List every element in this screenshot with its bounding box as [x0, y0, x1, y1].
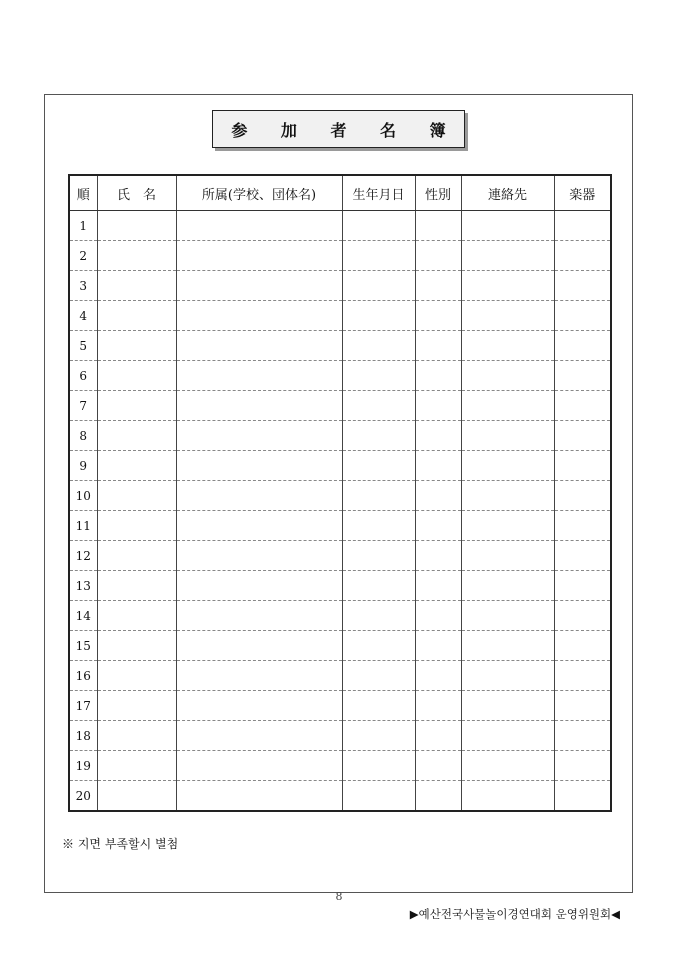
cell-birthdate[interactable]	[342, 661, 415, 691]
header-affiliation: 所属(学校、団体名)	[176, 175, 342, 211]
cell-birthdate[interactable]	[342, 241, 415, 271]
row-number: 18	[69, 721, 97, 751]
cell-contact[interactable]	[461, 301, 554, 331]
cell-name[interactable]	[97, 511, 176, 541]
cell-name[interactable]	[97, 781, 176, 812]
cell-instrument[interactable]	[554, 571, 611, 601]
cell-instrument[interactable]	[554, 511, 611, 541]
cell-name[interactable]	[97, 661, 176, 691]
cell-instrument[interactable]	[554, 391, 611, 421]
cell-affiliation[interactable]	[176, 331, 342, 361]
cell-birthdate[interactable]	[342, 211, 415, 241]
page-title: 参 加 者 名 簿	[231, 120, 460, 140]
table-row	[69, 211, 611, 241]
cell-instrument[interactable]	[554, 211, 611, 241]
row-number: 20	[69, 781, 97, 812]
cell-gender[interactable]	[415, 631, 461, 661]
cell-name[interactable]	[97, 601, 176, 631]
cell-affiliation[interactable]	[176, 751, 342, 781]
cell-instrument[interactable]	[554, 241, 611, 271]
cell-name[interactable]	[97, 331, 176, 361]
cell-contact[interactable]	[461, 211, 554, 241]
cell-birthdate[interactable]	[342, 571, 415, 601]
table-row	[69, 421, 611, 451]
cell-affiliation[interactable]	[176, 571, 342, 601]
table-row	[69, 511, 611, 541]
table-row	[69, 391, 611, 421]
table-row	[69, 301, 611, 331]
table-row	[69, 691, 611, 721]
cell-affiliation[interactable]	[176, 781, 342, 812]
cell-gender[interactable]	[415, 451, 461, 481]
cell-gender[interactable]	[415, 571, 461, 601]
cell-contact[interactable]	[461, 451, 554, 481]
cell-instrument[interactable]	[554, 451, 611, 481]
header-instrument: 楽器	[554, 175, 611, 211]
table-row	[69, 361, 611, 391]
row-number: 5	[69, 331, 97, 361]
cell-affiliation[interactable]	[176, 691, 342, 721]
cell-affiliation[interactable]	[176, 631, 342, 661]
row-number: 3	[69, 271, 97, 301]
cell-gender[interactable]	[415, 271, 461, 301]
row-number: 1	[69, 211, 97, 241]
cell-affiliation[interactable]	[176, 511, 342, 541]
cell-gender[interactable]	[415, 361, 461, 391]
cell-instrument[interactable]	[554, 721, 611, 751]
cell-gender[interactable]	[415, 301, 461, 331]
cell-instrument[interactable]	[554, 271, 611, 301]
row-number: 9	[69, 451, 97, 481]
cell-birthdate[interactable]	[342, 271, 415, 301]
cell-name[interactable]	[97, 361, 176, 391]
cell-instrument[interactable]	[554, 301, 611, 331]
cell-contact[interactable]	[461, 751, 554, 781]
row-number: 7	[69, 391, 97, 421]
cell-affiliation[interactable]	[176, 301, 342, 331]
cell-affiliation[interactable]	[176, 361, 342, 391]
cell-affiliation[interactable]	[176, 241, 342, 271]
table-row	[69, 751, 611, 781]
cell-instrument[interactable]	[554, 481, 611, 511]
cell-birthdate[interactable]	[342, 301, 415, 331]
cell-name[interactable]	[97, 421, 176, 451]
cell-contact[interactable]	[461, 271, 554, 301]
cell-gender[interactable]	[415, 601, 461, 631]
row-number: 8	[69, 421, 97, 451]
cell-affiliation[interactable]	[176, 391, 342, 421]
cell-affiliation[interactable]	[176, 661, 342, 691]
row-number: 12	[69, 541, 97, 571]
cell-instrument[interactable]	[554, 601, 611, 631]
cell-affiliation[interactable]	[176, 421, 342, 451]
header-contact: 連絡先	[461, 175, 554, 211]
cell-gender[interactable]	[415, 211, 461, 241]
table-row	[69, 601, 611, 631]
cell-name[interactable]	[97, 691, 176, 721]
table-row	[69, 571, 611, 601]
cell-birthdate[interactable]	[342, 781, 415, 812]
cell-birthdate[interactable]	[342, 331, 415, 361]
cell-gender[interactable]	[415, 331, 461, 361]
cell-gender[interactable]	[415, 721, 461, 751]
header-birthdate: 生年月日	[342, 175, 415, 211]
cell-birthdate[interactable]	[342, 541, 415, 571]
cell-gender[interactable]	[415, 781, 461, 812]
cell-birthdate[interactable]	[342, 751, 415, 781]
cell-gender[interactable]	[415, 481, 461, 511]
table-row	[69, 541, 611, 571]
cell-contact[interactable]	[461, 631, 554, 661]
cell-contact[interactable]	[461, 421, 554, 451]
cell-name[interactable]	[97, 451, 176, 481]
row-number: 6	[69, 361, 97, 391]
cell-birthdate[interactable]	[342, 391, 415, 421]
cell-birthdate[interactable]	[342, 691, 415, 721]
table-row	[69, 781, 611, 812]
row-number: 11	[69, 511, 97, 541]
cell-affiliation[interactable]	[176, 601, 342, 631]
cell-name[interactable]	[97, 481, 176, 511]
cell-contact[interactable]	[461, 721, 554, 751]
cell-name[interactable]	[97, 631, 176, 661]
cell-instrument[interactable]	[554, 751, 611, 781]
cell-gender[interactable]	[415, 751, 461, 781]
cell-contact[interactable]	[461, 391, 554, 421]
cell-affiliation[interactable]	[176, 451, 342, 481]
row-number: 13	[69, 571, 97, 601]
cell-birthdate[interactable]	[342, 451, 415, 481]
cell-contact[interactable]	[461, 601, 554, 631]
cell-birthdate[interactable]	[342, 601, 415, 631]
cell-gender[interactable]	[415, 511, 461, 541]
cell-name[interactable]	[97, 301, 176, 331]
row-number: 15	[69, 631, 97, 661]
header-name: 氏 名	[97, 175, 176, 211]
cell-name[interactable]	[97, 271, 176, 301]
note-text: ※ 지면 부족할시 별첨	[62, 837, 179, 851]
footer-organizer: ▶예산전국사물놀이경연대회 운영위원회◀	[409, 907, 620, 921]
table-row	[69, 481, 611, 511]
cell-contact[interactable]	[461, 661, 554, 691]
cell-contact[interactable]	[461, 541, 554, 571]
cell-gender[interactable]	[415, 391, 461, 421]
row-number: 16	[69, 661, 97, 691]
cell-instrument[interactable]	[554, 781, 611, 812]
row-number: 4	[69, 301, 97, 331]
cell-name[interactable]	[97, 541, 176, 571]
row-number: 10	[69, 481, 97, 511]
cell-birthdate[interactable]	[342, 361, 415, 391]
row-number: 19	[69, 751, 97, 781]
cell-contact[interactable]	[461, 361, 554, 391]
cell-contact[interactable]	[461, 571, 554, 601]
table-row	[69, 661, 611, 691]
cell-affiliation[interactable]	[176, 721, 342, 751]
page-number: 8	[335, 890, 343, 903]
cell-contact[interactable]	[461, 331, 554, 361]
cell-gender[interactable]	[415, 421, 461, 451]
cell-birthdate[interactable]	[342, 511, 415, 541]
cell-contact[interactable]	[461, 241, 554, 271]
cell-instrument[interactable]	[554, 541, 611, 571]
table-row	[69, 241, 611, 271]
table-header-row	[69, 175, 611, 211]
cell-instrument[interactable]	[554, 661, 611, 691]
cell-instrument[interactable]	[554, 691, 611, 721]
cell-affiliation[interactable]	[176, 481, 342, 511]
cell-birthdate[interactable]	[342, 721, 415, 751]
cell-gender[interactable]	[415, 661, 461, 691]
row-number: 2	[69, 241, 97, 271]
cell-contact[interactable]	[461, 481, 554, 511]
table-row	[69, 451, 611, 481]
cell-affiliation[interactable]	[176, 541, 342, 571]
cell-affiliation[interactable]	[176, 271, 342, 301]
cell-gender[interactable]	[415, 241, 461, 271]
cell-name[interactable]	[97, 571, 176, 601]
cell-name[interactable]	[97, 211, 176, 241]
cell-birthdate[interactable]	[342, 421, 415, 451]
row-number: 17	[69, 691, 97, 721]
participant-table	[68, 174, 612, 812]
cell-instrument[interactable]	[554, 331, 611, 361]
title-box	[212, 110, 465, 148]
cell-gender[interactable]	[415, 541, 461, 571]
header-gender: 性別	[415, 175, 461, 211]
cell-affiliation[interactable]	[176, 211, 342, 241]
header-number: 順	[69, 175, 97, 211]
cell-name[interactable]	[97, 751, 176, 781]
cell-instrument[interactable]	[554, 361, 611, 391]
cell-contact[interactable]	[461, 781, 554, 812]
cell-instrument[interactable]	[554, 421, 611, 451]
table-row	[69, 331, 611, 361]
cell-birthdate[interactable]	[342, 481, 415, 511]
cell-name[interactable]	[97, 241, 176, 271]
cell-contact[interactable]	[461, 691, 554, 721]
cell-birthdate[interactable]	[342, 631, 415, 661]
table-row	[69, 721, 611, 751]
table-row	[69, 631, 611, 661]
cell-contact[interactable]	[461, 511, 554, 541]
cell-name[interactable]	[97, 391, 176, 421]
cell-name[interactable]	[97, 721, 176, 751]
cell-gender[interactable]	[415, 691, 461, 721]
row-number: 14	[69, 601, 97, 631]
cell-instrument[interactable]	[554, 631, 611, 661]
table-row	[69, 271, 611, 301]
